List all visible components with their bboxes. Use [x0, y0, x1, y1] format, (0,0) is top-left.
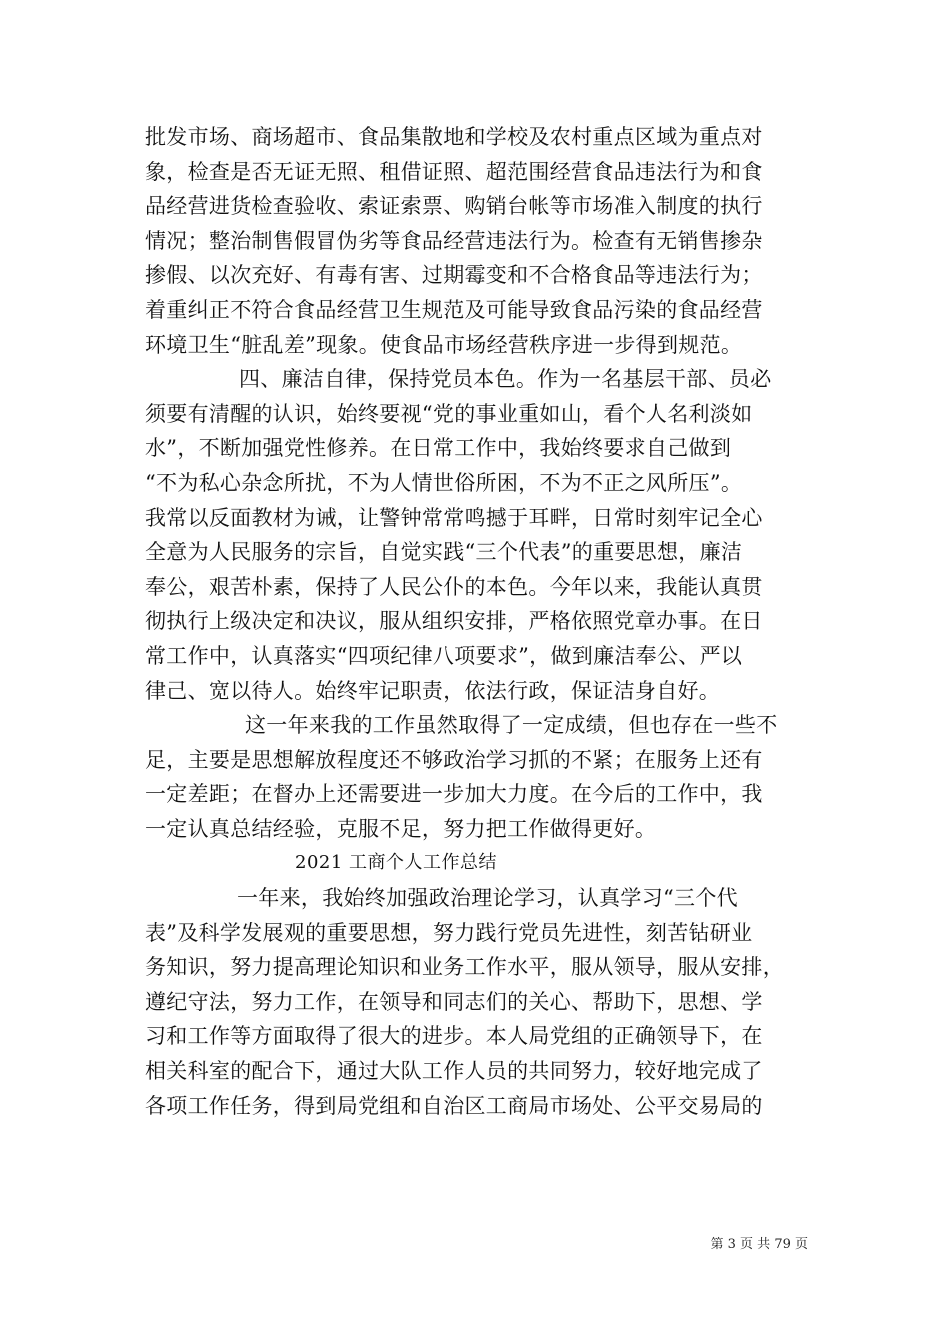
text-line: 象，检查是否无证无照、租借证照、超范围经营食品违法行为和食	[145, 159, 763, 184]
document-body	[145, 120, 810, 1123]
text-line: 奉公，艰苦朴素，保持了人民公仆的本色。今年以来，我能认真贯	[145, 574, 763, 599]
text-line: 相关科室的配合下，通过大队工作人员的共同努力，较好地完成了	[145, 1059, 763, 1084]
text-line: 我常以反面教材为诫，让警钟常常鸣撼于耳畔，日常时刻牢记全心	[145, 505, 763, 530]
text-line: “不为私心杂念所扰，不为人情世俗所困，不为不正之风所压”。	[145, 470, 743, 495]
text-line: 一定差距；在督办上还需要进一步加大力度。在今后的工作中，我	[145, 782, 763, 807]
text-line: 批发市场、商场超市、食品集散地和学校及农村重点区域为重点对	[145, 125, 763, 149]
section-title: 2021 工商个人工作总结	[295, 852, 498, 874]
text-line: 这一年来我的工作虽然取得了一定成绩，但也存在一些不	[245, 713, 778, 738]
text-line: 品经营进货检查验收、索证索票、购销台帐等市场准入制度的执行	[145, 194, 763, 219]
page-number-footer: 第 3 页 共 79 页	[710, 1237, 808, 1252]
text-line: 彻执行上级决定和决议，服从组织安排，严格依照党章办事。在日	[145, 609, 763, 634]
text-line: 律己、宽以待人。始终牢记职责，依法行政，保证洁身自好。	[145, 678, 721, 703]
text-line: 表”及科学发展观的重要思想，努力践行党员先进性，刻苦钻研业	[145, 920, 753, 945]
text-line: 各项工作任务，得到局党组和自治区工商局市场处、公平交易局的	[145, 1093, 763, 1118]
text-line: 情况；整治制售假冒伪劣等食品经营违法行为。检查有无销售掺杂	[145, 228, 763, 253]
text-line: 遵纪守法，努力工作，在领导和同志们的关心、帮助下，思想、学	[145, 989, 763, 1014]
text-line: 一定认真总结经验，克服不足，努力把工作做得更好。	[145, 816, 657, 841]
text-line: 四、廉洁自律，保持党员本色。作为一名基层干部、员必	[239, 367, 772, 392]
text-line: 环境卫生“脏乱差”现象。使食品市场经营秩序进一步得到规范。	[145, 332, 743, 357]
text-line: 着重纠正不符合食品经营卫生规范及可能导致食品污染的食品经营	[145, 297, 763, 322]
text-line: 足，主要是思想解放程度还不够政治学习抓的不紧；在服务上还有	[145, 747, 763, 772]
text-line: 一年来，我始终加强政治理论学习，认真学习“三个代	[237, 886, 738, 911]
text-line: 须要有清醒的认识，始终要视“党的事业重如山，看个人名利淡如	[145, 401, 753, 426]
text-line: 务知识，努力提高理论知识和业务工作水平，服从领导，服从安排，	[145, 955, 784, 980]
text-line: 水”，不断加强党性修养。在日常工作中，我始终要求自己做到	[145, 436, 732, 461]
text-line: 全意为人民服务的宗旨，自觉实践“三个代表”的重要思想，廉洁	[145, 540, 743, 565]
text-line: 习和工作等方面取得了很大的进步。本人局党组的正确领导下，在	[145, 1024, 763, 1049]
text-line: 掺假、以次充好、有毒有害、过期霉变和不合格食品等违法行为；	[145, 263, 763, 288]
text-line: 常工作中，认真落实“四项纪律八项要求”，做到廉洁奉公、严以	[145, 643, 743, 668]
